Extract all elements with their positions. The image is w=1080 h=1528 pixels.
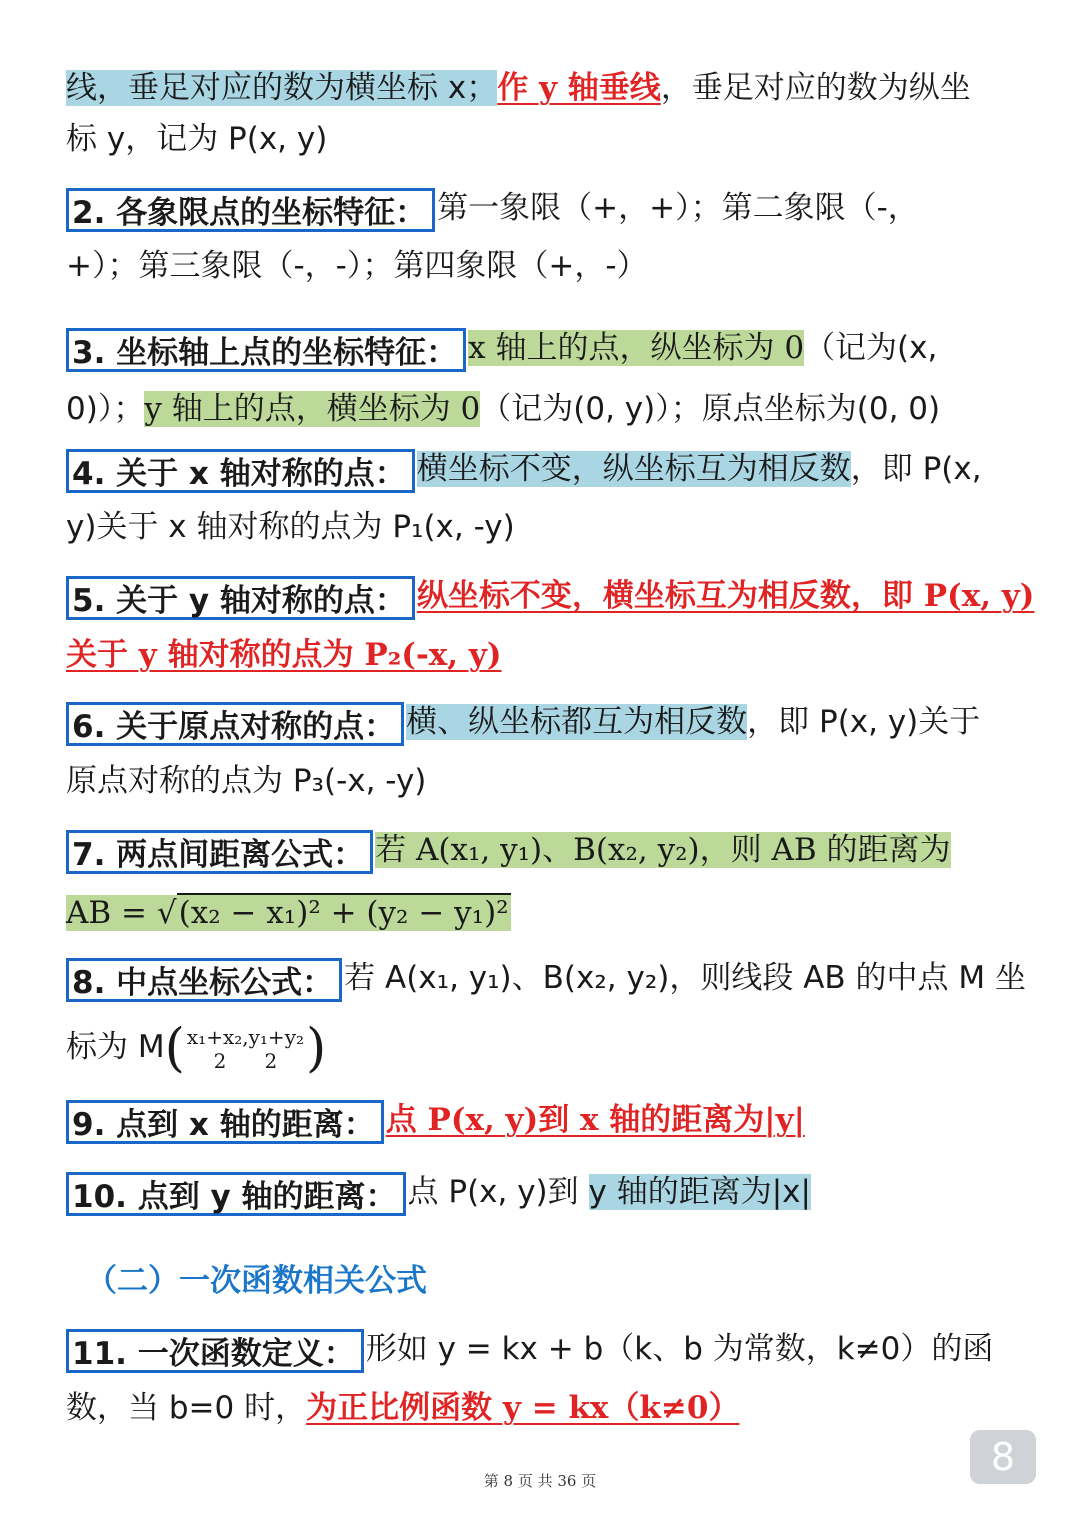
text-line [66,241,648,291]
highlight: 横、纵坐标都互为相反数 [406,704,748,740]
text-line [66,756,426,806]
item-7 [66,825,951,875]
item-label: 10. 点到 y 轴的距离： [66,1172,406,1216]
text-line [66,1018,327,1079]
text: 点 P(x, y)到 [407,1174,589,1210]
text-line [66,384,940,434]
text: 数，当 b=0 时， [66,1390,307,1426]
item-label: 4. 关于 x 轴对称的点： [66,449,415,493]
red-note: 纵坐标不变，横坐标互为相反数，即 P(x, y) [416,578,1035,614]
highlight [66,895,511,931]
highlight: 线，垂足对应的数为横坐标 x； [66,70,498,106]
text: 标为 M [66,1029,165,1065]
highlight: 横坐标不变，纵坐标互为相反数 [416,451,851,487]
page-number-badge: 8 [970,1430,1036,1484]
text-line [66,1383,739,1433]
item-label: 7. 两点间距离公式： [66,830,373,874]
fraction-numerator: x₁+x₂,y₁+y₂ [186,1024,305,1049]
item-label: 6. 关于原点对称的点： [66,702,404,746]
item-label: 5. 关于 y 轴对称的点： [66,576,415,620]
highlight: y 轴上的点，横坐标为 0 [144,391,481,427]
text: 形如 y = kx + b（k、b 为常数，k≠0）的函 [365,1331,994,1367]
distance-formula [66,888,511,938]
item-label: 2. 各象限点的坐标特征： [66,188,435,232]
text: +）；第三象限（-，-）；第四象限（+，-） [66,248,648,284]
text-line [66,630,502,680]
text-line [66,63,971,113]
left-paren: ( [164,1018,185,1079]
item-label: 3. 坐标轴上点的坐标特征： [66,328,466,372]
text: 若 A(x₁, y₁)、B(x₂, y₂)，则线段 AB 的中点 M 坐 [344,960,1026,996]
highlight: y 轴的距离为|x| [588,1174,811,1210]
page-footer: 第 8 页 共 36 页 [483,1472,597,1490]
item-11 [66,1324,993,1374]
red-note: 关于 y 轴对称的点为 P₂(-x, y) [66,637,502,673]
midpoint-fraction [185,1025,306,1073]
fraction-denominator: 2 2 [213,1048,278,1073]
text: ，垂足对应的数为纵坐 [660,70,971,106]
sqrt-sign: √ [156,895,177,931]
item-label: 11. 一次函数定义： [66,1329,364,1373]
item-4 [66,444,982,494]
item-label: 8. 中点坐标公式： [66,958,342,1002]
item-3 [66,323,937,373]
item-8 [66,953,1026,1003]
red-note: 为正比例函数 y = kx（k≠0） [306,1390,740,1426]
text-line [66,114,327,164]
text: （记为(0, y)）；原点坐标为(0, 0) [480,391,941,427]
formula-lhs: AB = [66,895,157,931]
red-note: 作 y 轴垂线 [497,70,661,106]
right-paren: ) [306,1018,327,1079]
highlight: 若 A(x₁, y₁)、B(x₂, y₂)，则 AB 的距离为 [375,832,951,868]
red-note: 点 P(x, y)到 x 轴的距离为|y| [385,1102,805,1138]
text: ，即 P(x, [850,451,982,487]
text-line [66,502,515,552]
item-6 [66,697,980,747]
text: 0)）； [66,391,145,427]
text: 原点对称的点为 P₃(-x, -y) [66,763,427,799]
text: y)关于 x 轴对称的点为 P₁(x, -y) [66,509,515,545]
text: （记为(x, [804,330,938,366]
item-5 [66,571,1034,621]
formula-radicand: (x₂ − x₁)² + (y₂ − y₁)² [178,895,509,931]
item-label: 9. 点到 x 轴的距离： [66,1100,384,1144]
text: 第一象限（+，+）；第二象限（-， [437,190,919,226]
highlight: x 轴上的点，纵坐标为 0 [468,330,805,366]
text: 标 y，记为 P(x, y) [66,121,328,157]
text: ，即 P(x, y)关于 [747,704,981,740]
item-10 [66,1167,811,1217]
item-9 [66,1095,805,1145]
section-heading: （二）一次函数相关公式 [86,1263,427,1299]
item-2 [66,183,919,233]
